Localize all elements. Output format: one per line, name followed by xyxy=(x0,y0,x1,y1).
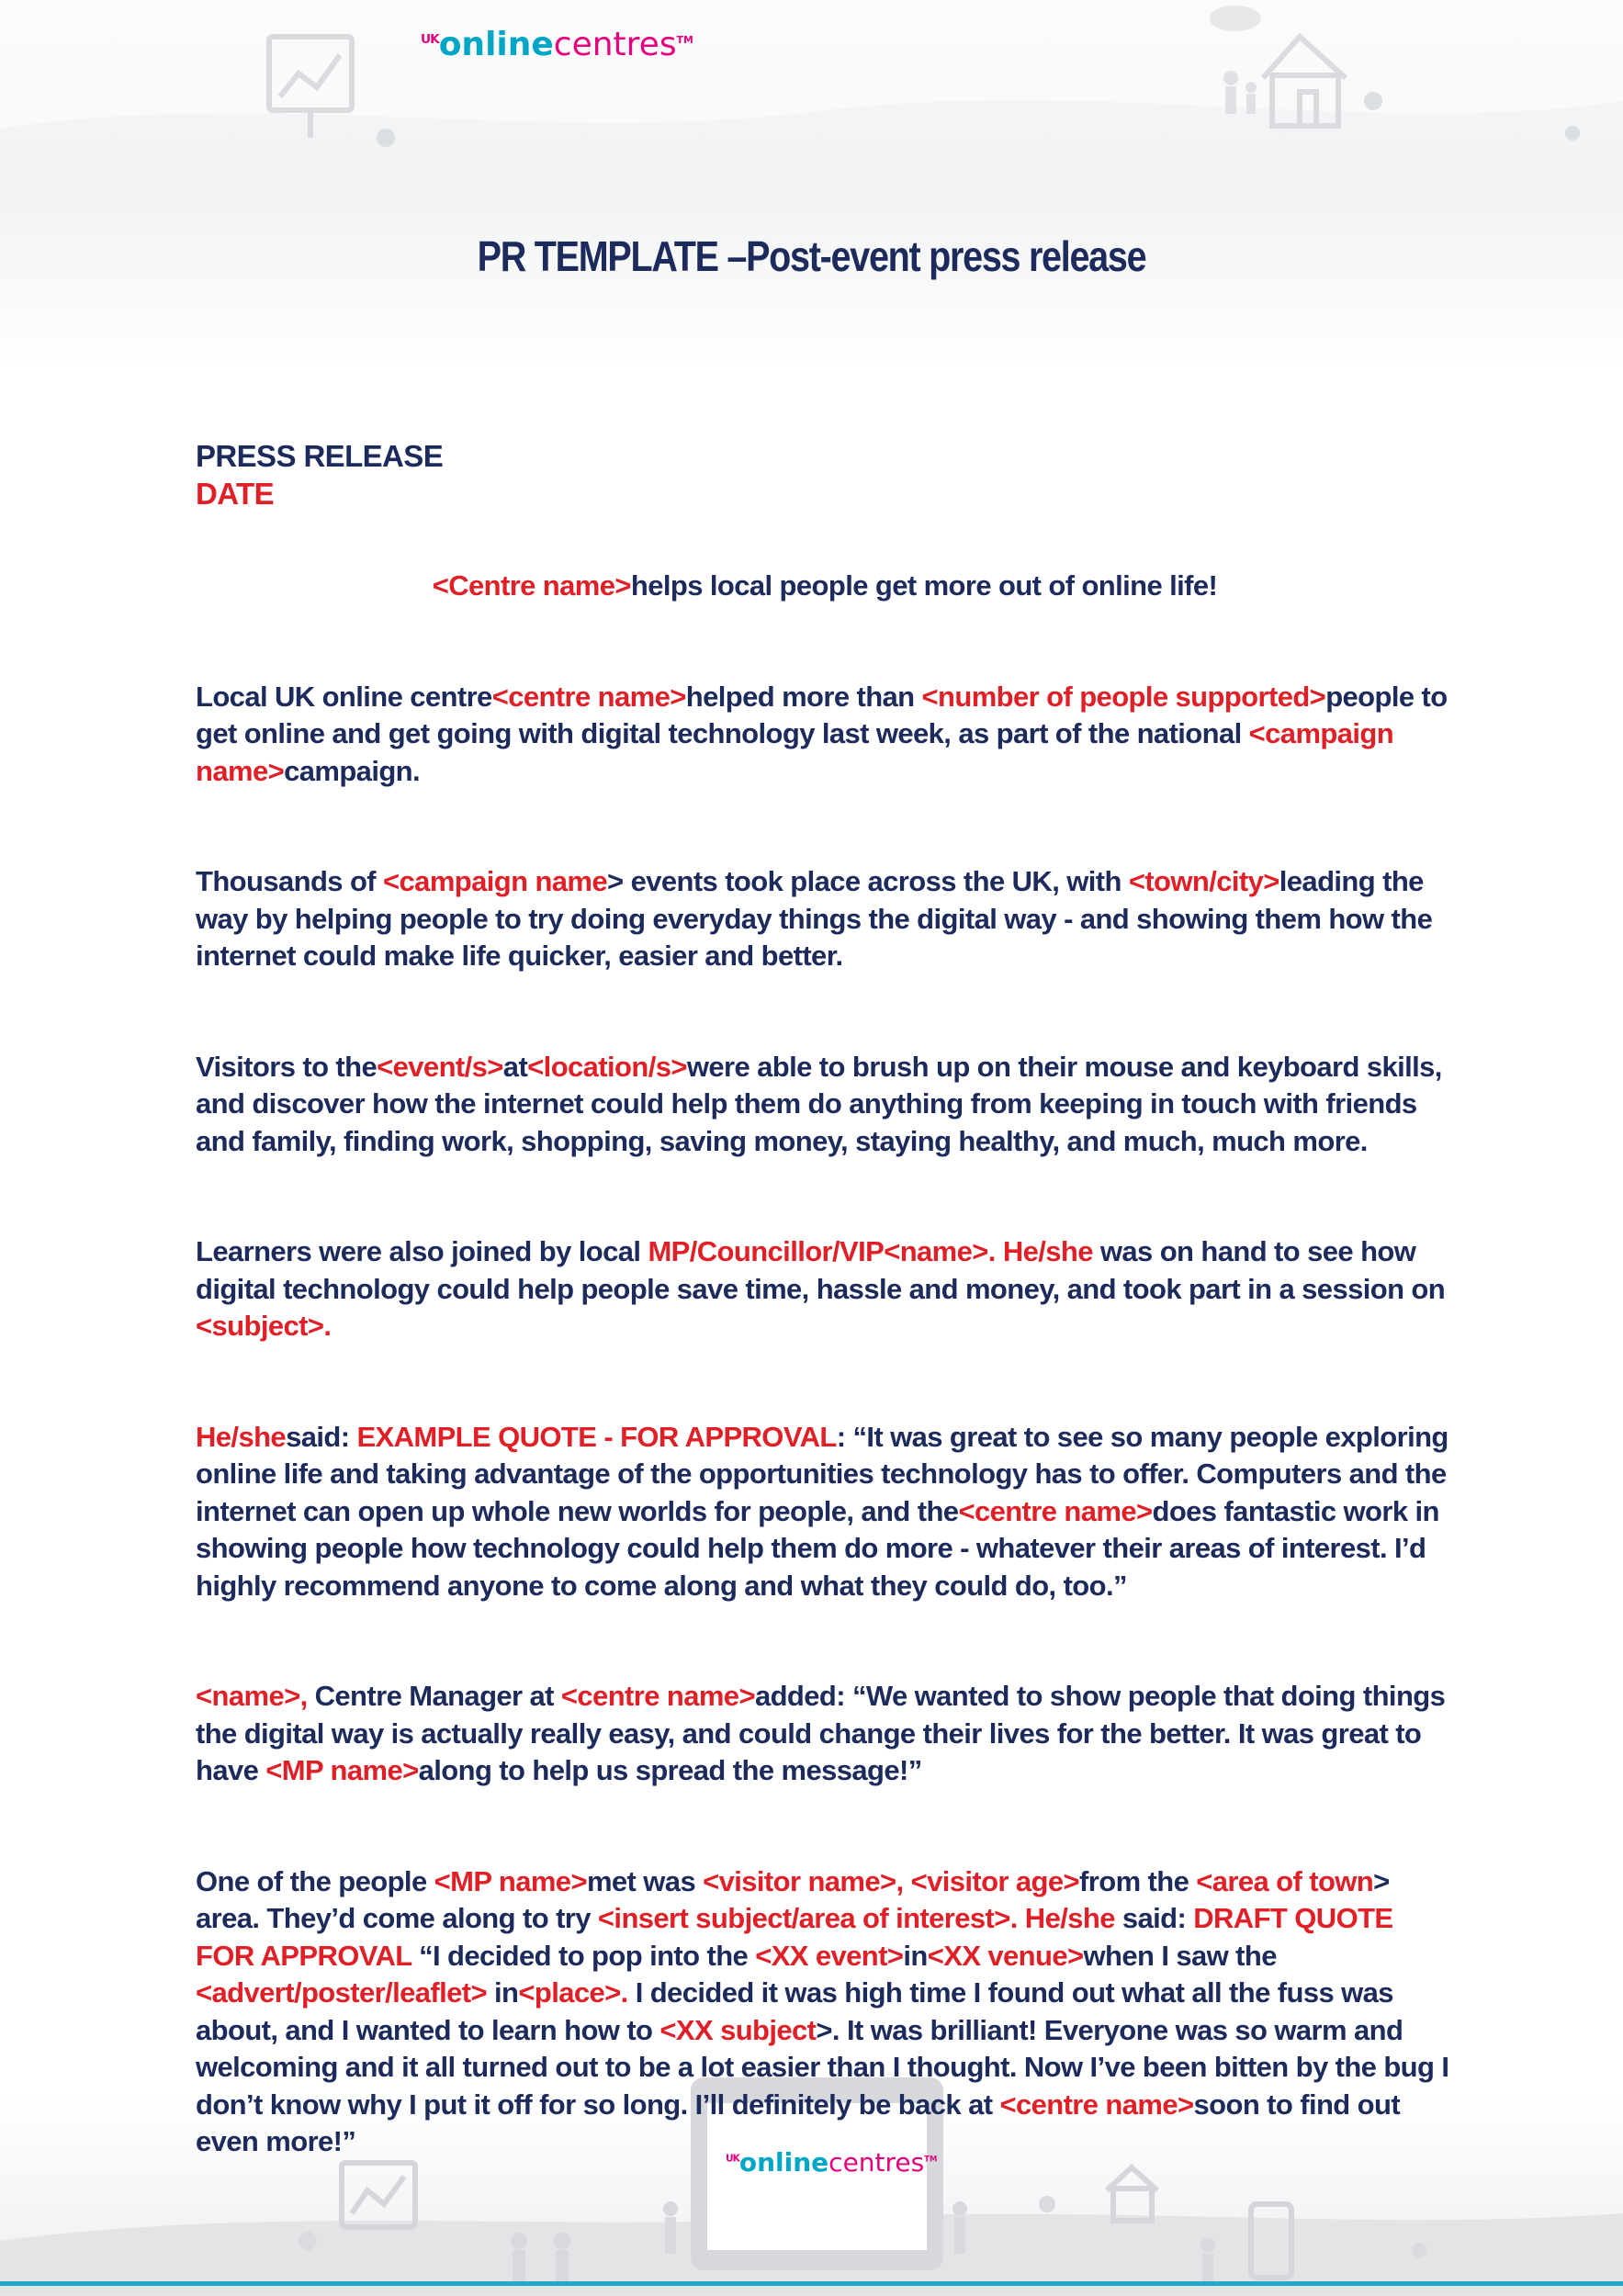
placeholder: <centre name> xyxy=(491,680,686,713)
logo-online: online xyxy=(438,26,554,63)
placeholder: <insert subject/area of interest>. He/she xyxy=(597,1902,1115,1934)
text: > events took place across the UK, with xyxy=(607,865,1129,897)
placeholder: <place>. xyxy=(518,1976,628,2009)
headline xyxy=(196,568,1454,605)
date-label: DATE xyxy=(196,477,274,511)
text: were able to brush up on their mouse and keyboard skills, and discover how the internet could help them do anything from keeping in touch with friends and family, finding work, shopping, saving money, staying healthy, and much, much more. xyxy=(196,1050,1442,1157)
placeholder: <number of people supported> xyxy=(921,680,1326,713)
logo-tm: TM xyxy=(924,2154,938,2164)
placeholder: <subject>. xyxy=(196,1310,332,1342)
text: along to help us spread the message!” xyxy=(418,1754,922,1786)
text: campaign. xyxy=(284,754,421,787)
headline-text: helps local people get more out of online life! xyxy=(630,569,1218,602)
logo-tm: TM xyxy=(676,34,693,46)
text: >. It was brilliant! Everyone was so warm and welcoming and it all turned out to be a lot easier than I thought. Now I’ve been bitten by the bug I don’t know why I put it off for so long. I’ll definitely be back at xyxy=(196,2013,1449,2121)
placeholder: <centre name> xyxy=(958,1494,1153,1527)
text: at xyxy=(502,1050,528,1083)
placeholder: <MP name> xyxy=(434,1864,587,1897)
placeholder: He/she xyxy=(196,1420,287,1453)
page-title: PR TEMPLATE –Post-event press release xyxy=(477,232,1146,280)
text: people to get online and get going with digital technology last week, as part of the national xyxy=(196,680,1448,749)
tree-icon xyxy=(299,2232,317,2250)
text: > area. They’d come along to try xyxy=(196,1864,1390,1934)
text: Centre Manager at xyxy=(307,1680,561,1712)
logo-uk: UK xyxy=(421,32,439,47)
placeholder: <event/s> xyxy=(377,1050,503,1083)
text: said: xyxy=(286,1420,357,1453)
text: helped more than xyxy=(685,680,922,713)
text: does fantastic work in showing people how technology could help them do more - whatever their areas of interest. I’d highly recommend anyone to come along and what they could do, too.” xyxy=(196,1494,1439,1602)
cloud-icon xyxy=(1210,6,1261,31)
placeholder: <XX venue> xyxy=(927,1939,1084,1972)
placeholder: DRAFT QUOTE FOR APPROVAL xyxy=(196,1902,1393,1972)
paragraph-4 xyxy=(196,1233,1454,1345)
paragraph-1 xyxy=(196,679,1454,791)
placeholder: <XX subject xyxy=(659,2013,817,2046)
placeholder: <centre name> xyxy=(999,2088,1194,2121)
paragraph-7 xyxy=(196,1863,1454,2161)
text: : “It was great to see so many people exploring online life and taking advantage of the opportunities technology has to offer. Computers and the internet can open up whole new worlds for people, and the xyxy=(196,1420,1448,1527)
text: leading the way by helping people to try doing everyday things the digital way - and showing them how the internet could make life quicker, easier and better. xyxy=(196,865,1433,972)
placeholder: <town/city> xyxy=(1128,865,1279,897)
text: when I saw the xyxy=(1083,1939,1277,1972)
text: from the xyxy=(1079,1864,1197,1897)
text: in xyxy=(487,1976,519,2009)
press-release-label: PRESS RELEASE xyxy=(196,439,444,473)
uk-online-centres-logo xyxy=(421,26,693,63)
tree-icon xyxy=(1412,2243,1426,2257)
tree-icon xyxy=(1039,2196,1055,2212)
logo-uk: UK xyxy=(726,2152,739,2165)
placeholder: <campaign name> xyxy=(196,717,1394,787)
placeholder: <MP name> xyxy=(265,1754,419,1786)
tree-icon xyxy=(1364,92,1382,110)
paragraph-5 xyxy=(196,1419,1454,1605)
text: met was xyxy=(586,1864,704,1897)
placeholder: <visitor name>, <visitor age> xyxy=(703,1864,1080,1897)
placeholder: EXAMPLE QUOTE - FOR APPROVAL xyxy=(356,1420,837,1453)
text: I decided it was high time I found out what all the fuss was about, and I wanted to learn how to xyxy=(196,1976,1393,2046)
placeholder: <centre name> xyxy=(560,1680,755,1712)
text: Local UK online centre xyxy=(196,680,492,713)
text: Thousands of xyxy=(196,865,384,897)
logo-centres: centres xyxy=(828,2147,925,2178)
placeholder: <campaign name xyxy=(383,865,608,897)
footer-rule xyxy=(0,2281,1623,2286)
placeholder: <name>, xyxy=(196,1680,308,1712)
text: said: xyxy=(1114,1902,1194,1934)
tree-icon xyxy=(1565,126,1580,141)
paragraph-6 xyxy=(196,1678,1454,1790)
placeholder: <advert/poster/leaflet> xyxy=(196,1976,488,2009)
text: Learners were also joined by local xyxy=(196,1235,648,1267)
text: “I decided to pop into the xyxy=(411,1939,756,1972)
text: added: “We wanted to show people that doing things the digital way is actually really easy, and could change their lives for the better. It was great to have xyxy=(196,1680,1446,1786)
tree-icon xyxy=(377,129,395,147)
logo-centres: centres xyxy=(553,26,677,63)
paragraph-2 xyxy=(196,863,1454,975)
text: was on hand to see how digital technology could help people save time, hassle and money, and took part in a session on xyxy=(196,1235,1446,1305)
text: Visitors to the xyxy=(196,1050,378,1083)
placeholder: <XX event> xyxy=(755,1939,904,1972)
placeholder: MP/Councillor/VIP<name>. He/she xyxy=(648,1235,1093,1267)
text: in xyxy=(903,1939,928,1972)
paragraph-3 xyxy=(196,1049,1454,1161)
placeholder: <location/s> xyxy=(527,1050,687,1083)
placeholder-centre-name: <Centre name> xyxy=(432,569,631,602)
press-release-body xyxy=(196,437,1454,2161)
text: One of the people xyxy=(196,1864,434,1897)
logo-online: online xyxy=(738,2147,829,2178)
header-hill xyxy=(0,0,1623,129)
text: soon to find out even more!” xyxy=(196,2088,1401,2157)
placeholder: <area of town xyxy=(1196,1864,1374,1897)
